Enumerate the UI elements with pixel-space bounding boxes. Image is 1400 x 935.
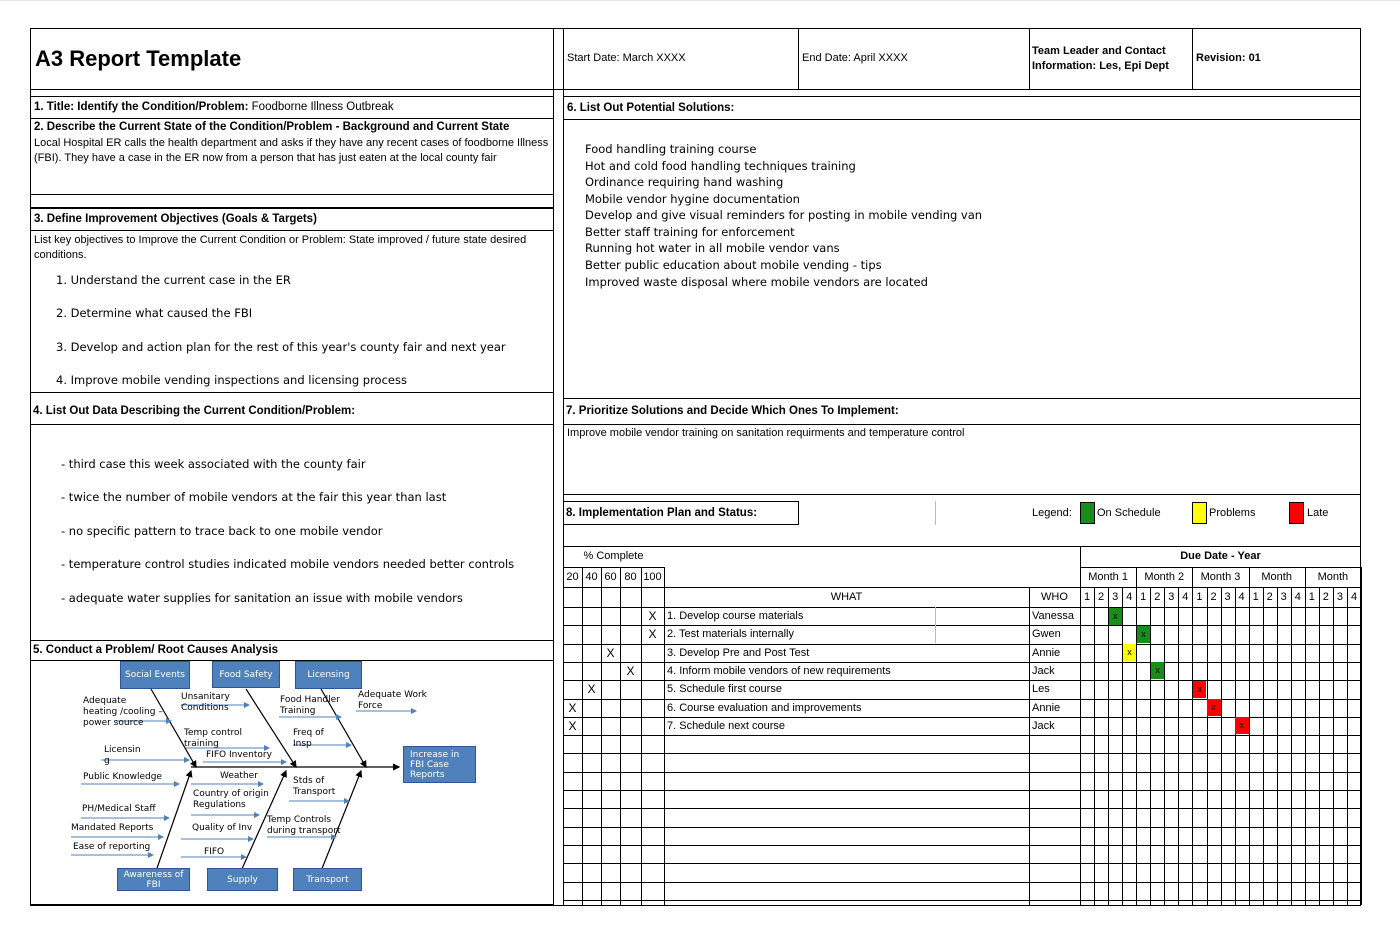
cause-label: Temp Controls during transport [267, 815, 341, 836]
solution-item: Ordinance requiring hand washing [585, 175, 784, 189]
month-header: Month 1 [1088, 571, 1128, 583]
pct-col-header: 60 [604, 571, 617, 583]
pct-complete-header: % Complete [583, 550, 644, 562]
data-item: - no specific pattern to trace back to one mobile vendor [61, 524, 383, 538]
what-header: WHAT [830, 591, 863, 603]
task-what: 2. Test materials internally [667, 628, 794, 641]
grid-rule [563, 587, 1361, 588]
section5-label: 5. Conduct a Problem/ Root Causes Analysis [33, 644, 278, 656]
week-header: 1 [1083, 591, 1091, 603]
objective-item: 3. Develop and action plan for the rest of this year's county fair and next year [56, 340, 506, 354]
grid-rule [1108, 587, 1109, 905]
week-header: 1 [1140, 591, 1147, 603]
section4-box [30, 424, 554, 641]
grid-rule [1305, 567, 1306, 905]
legend-swatch-on-schedule [1080, 502, 1095, 524]
section6-box [563, 120, 1361, 399]
task-who: Les [1032, 683, 1050, 696]
grid-rule [1361, 567, 1362, 905]
grid-rule [563, 699, 1361, 700]
grid-rule [563, 863, 1361, 864]
grid-rule [1347, 587, 1348, 905]
grid-rule [1221, 587, 1222, 905]
grid-rule [1249, 567, 1250, 905]
cause-label: Stds of Transport [293, 776, 336, 797]
task-who: Annie [1032, 701, 1061, 714]
task-who: Vanessa [1032, 610, 1074, 622]
grid-rule [563, 882, 1361, 883]
due-date-header: Due Date - Year [1180, 550, 1261, 562]
start-date: Start Date: March XXXX [567, 52, 686, 64]
pct-mark: X [648, 627, 657, 642]
week-header: 4 [1182, 591, 1189, 603]
grid-rule [563, 567, 664, 568]
who-header: WHO [1041, 591, 1068, 603]
grid-rule [563, 827, 1361, 828]
pct-mark: X [626, 663, 635, 678]
grid-rule [563, 546, 1361, 547]
task-what: 6. Course evaluation and improvements [667, 701, 862, 714]
grid-rule [563, 644, 1361, 645]
cause-label: Adequate heating /cooling – power source [83, 696, 163, 728]
gantt-status-mark: x [1151, 662, 1165, 679]
legend-label: Legend: [1032, 507, 1072, 519]
week-header: 4 [1294, 591, 1301, 603]
bone [156, 771, 191, 871]
section1-label: 1. Title: Identify the Condition/Problem: [34, 101, 252, 113]
grid-rule [601, 567, 602, 905]
grid-rule [1235, 587, 1236, 905]
revision: Revision: 01 [1196, 52, 1261, 64]
task-what: 5. Schedule first course [667, 683, 782, 696]
grid-rule [1136, 567, 1137, 905]
gantt-status-mark: x [1109, 608, 1123, 625]
week-header: 1 [1252, 591, 1259, 603]
solution-item: Running hot water in all mobile vendor vans [585, 241, 840, 255]
grid-rule [563, 607, 1361, 608]
grid-rule [1207, 587, 1208, 905]
solution-item: Develop and give visual reminders for posting in mobile vending van [585, 208, 983, 222]
month-header: Month 3 [1200, 571, 1241, 583]
pct-mark: X [606, 645, 615, 660]
pct-mark: X [568, 700, 577, 715]
section1-box [30, 96, 554, 119]
grid-rule [1164, 587, 1165, 905]
section4-label: 4. List Out Data Describing the Current Condition/Problem: [33, 405, 356, 417]
grid-rule [935, 501, 936, 525]
task-who: Gwen [1032, 628, 1061, 641]
data-item: - temperature control studies indicated mobile vendors needed better controls [61, 557, 515, 571]
section7-header [563, 400, 1361, 424]
week-header: 3 [1168, 591, 1175, 603]
grid-rule [1080, 567, 1361, 568]
section3-intro: List key objectives to Improve the Current Condition or Problem: State improved / future state desired conditions. [34, 234, 527, 261]
cause-label: Ease of reporting [73, 842, 151, 852]
fishbone-box-supply: Supply [207, 868, 278, 891]
week-header: 3 [1112, 591, 1119, 603]
gantt-status-mark: x [1123, 644, 1137, 661]
grid-rule [563, 808, 1361, 809]
grid-rule [563, 753, 1361, 754]
section2-box [30, 119, 554, 195]
grid-rule [1192, 567, 1193, 905]
section1-value: Foodborne Illness Outbreak [251, 101, 394, 113]
legend-swatch-problems [1192, 502, 1207, 524]
cause-label: Public Knowledge [83, 772, 162, 782]
cause-label: Unsanitary Conditions [181, 692, 230, 713]
cause-label: Weather [220, 771, 258, 781]
section3-label: 3. Define Improvement Objectives (Goals & Targets) [34, 213, 317, 225]
section6-header [563, 96, 1361, 120]
grid-rule [563, 662, 1361, 663]
section2-label: 2. Describe the Current State of the Condition/Problem - Background and Current State [34, 121, 510, 133]
week-header: 3 [1224, 591, 1231, 603]
solution-item: Better public education about mobile vending - tips [585, 258, 882, 272]
fishbone-effect: Increase in FBI Case Reports [403, 746, 476, 783]
cause-label: Freq of Insp [293, 728, 324, 749]
solution-item: Mobile vendor hygine documentation [585, 192, 800, 206]
section7-box [563, 424, 1361, 495]
legend-swatch-late [1289, 502, 1304, 524]
pct-col-header: 80 [624, 571, 637, 583]
legend-late: Late [1307, 507, 1329, 519]
grid-rule [1333, 587, 1334, 905]
week-header: 2 [1266, 591, 1273, 603]
grid-rule [935, 607, 936, 643]
section3-header [30, 207, 554, 231]
cause-label: Adequate Work Force [358, 690, 427, 711]
cause-label: FIFO [204, 847, 225, 857]
week-header: 1 [1196, 591, 1203, 603]
week-header: 3 [1336, 591, 1343, 603]
data-item: - adequate water supplies for sanitation an issue with mobile vendors [61, 591, 463, 605]
cause-label: PH/Medical Staff [82, 804, 156, 814]
grid-rule [1263, 587, 1264, 905]
week-header: 4 [1238, 591, 1245, 603]
section6-label: 6. List Out Potential Solutions: [567, 102, 735, 114]
cause-label: Temp control training [184, 728, 243, 749]
pct-mark: X [648, 609, 657, 623]
section4-header [30, 400, 554, 424]
gantt-status-mark: x [1193, 681, 1207, 698]
grid-rule [1029, 587, 1030, 905]
week-header: 2 [1097, 591, 1105, 603]
fishbone-box-transport: Transport [293, 868, 362, 891]
section7-label: 7. Prioritize Solutions and Decide Which Ones To Implement: [566, 405, 899, 417]
legend-problems: Problems [1209, 507, 1256, 519]
grid-rule [563, 772, 1361, 773]
task-what: 4. Inform mobile vendors of new requirements [667, 664, 891, 677]
grid-rule [664, 567, 665, 905]
section5-box [30, 660, 554, 905]
grid-rule [1291, 587, 1292, 905]
gantt-status-mark: x [1207, 699, 1221, 716]
grid-rule [1178, 587, 1179, 905]
section3-box [30, 231, 554, 393]
data-item: - twice the number of mobile vendors at the fair this year than last [61, 490, 447, 504]
data-item: - third case this week associated with the county fair [61, 457, 366, 471]
solution-item: Better staff training for enforcement [585, 225, 795, 239]
week-header: 1 [1308, 591, 1315, 603]
gantt-status-mark: x [1137, 626, 1151, 643]
section8-header [563, 501, 799, 525]
week-header: 2 [1322, 591, 1329, 603]
grid-rule [563, 735, 1361, 736]
pct-mark: X [568, 718, 577, 733]
week-header: 2 [1210, 591, 1217, 603]
section7-body: Improve mobile vendor training on sanitation requirments and temperature control [567, 427, 965, 439]
week-header: 3 [1280, 591, 1287, 603]
task-what: 7. Schedule next course [667, 719, 786, 732]
cause-label: Mandated Reports [71, 823, 154, 833]
month-header: Month [1317, 571, 1349, 583]
grid-rule [563, 900, 1361, 901]
grid-rule [1122, 587, 1123, 905]
cause-label: FIFO Inventory [206, 750, 272, 760]
solution-item: Improved waste disposal where mobile vendors are located [585, 275, 928, 289]
pct-col-header: 40 [585, 571, 598, 583]
pct-mark: X [587, 682, 596, 697]
grid-rule [563, 845, 1361, 846]
cause-label: Licensin g [104, 745, 141, 766]
grid-rule [563, 567, 564, 905]
objective-item: 1. Understand the current case in the ER [56, 273, 291, 287]
month-header: Month 2 [1144, 571, 1185, 583]
grid-rule [1150, 587, 1151, 905]
solution-item: Hot and cold food handling techniques training [585, 159, 856, 173]
section8-label: 8. Implementation Plan and Status: [566, 507, 758, 519]
pct-col-header: 100 [643, 571, 662, 583]
task-what: 3. Develop Pre and Post Test [667, 646, 810, 659]
week-header: 4 [1126, 591, 1133, 603]
task-what: 1. Develop course materials [667, 610, 804, 622]
task-who: Jack [1032, 719, 1055, 732]
fishbone-box-food-safety: Food Safety [212, 661, 280, 688]
grid-rule [563, 790, 1361, 791]
grid-rule [1319, 587, 1320, 905]
report-title: A3 Report Template [35, 46, 242, 71]
grid-rule [563, 625, 1361, 626]
team-leader: Team Leader and Contact Information: Les, Epi Dept [1032, 45, 1169, 72]
cause-label: Food Handler Training [280, 695, 340, 716]
objective-item: 2. Determine what caused the FBI [56, 306, 253, 320]
pct-col-header: 20 [566, 571, 579, 583]
cause-label: Country of origin Regulations [193, 789, 269, 810]
grid-rule [1094, 587, 1095, 905]
fishbone-box-licensing: Licensing [295, 661, 362, 689]
fishbone-box-social-events: Social Events [120, 661, 190, 689]
cause-label: Quality of Inv [192, 823, 253, 833]
objective-item: 4. Improve mobile vending inspections and licensing process [56, 373, 407, 387]
gantt-status-mark: x [1235, 717, 1249, 734]
month-header: Month [1261, 571, 1292, 583]
fishbone-box-awareness: Awareness of FBI [117, 868, 190, 891]
grid-rule [563, 680, 1361, 681]
section2-body: Local Hospital ER calls the health department and asks if they have any recent cases of foodborne Illness (FBI). They have a case in the ER now from a person that has just eaten at the local county fair [34, 137, 549, 164]
grid-rule [1277, 587, 1278, 905]
week-header: 2 [1154, 591, 1161, 603]
grid-rule [620, 567, 621, 905]
legend-on-schedule: On Schedule [1097, 507, 1161, 519]
solution-item: Food handling training course [585, 142, 757, 156]
sheet-gridline [0, 0, 1400, 1]
end-date: End Date: April XXXX [802, 52, 908, 64]
task-who: Annie [1032, 646, 1061, 659]
week-header: 4 [1350, 591, 1358, 603]
grid-rule [582, 567, 583, 905]
task-who: Jack [1032, 664, 1055, 677]
